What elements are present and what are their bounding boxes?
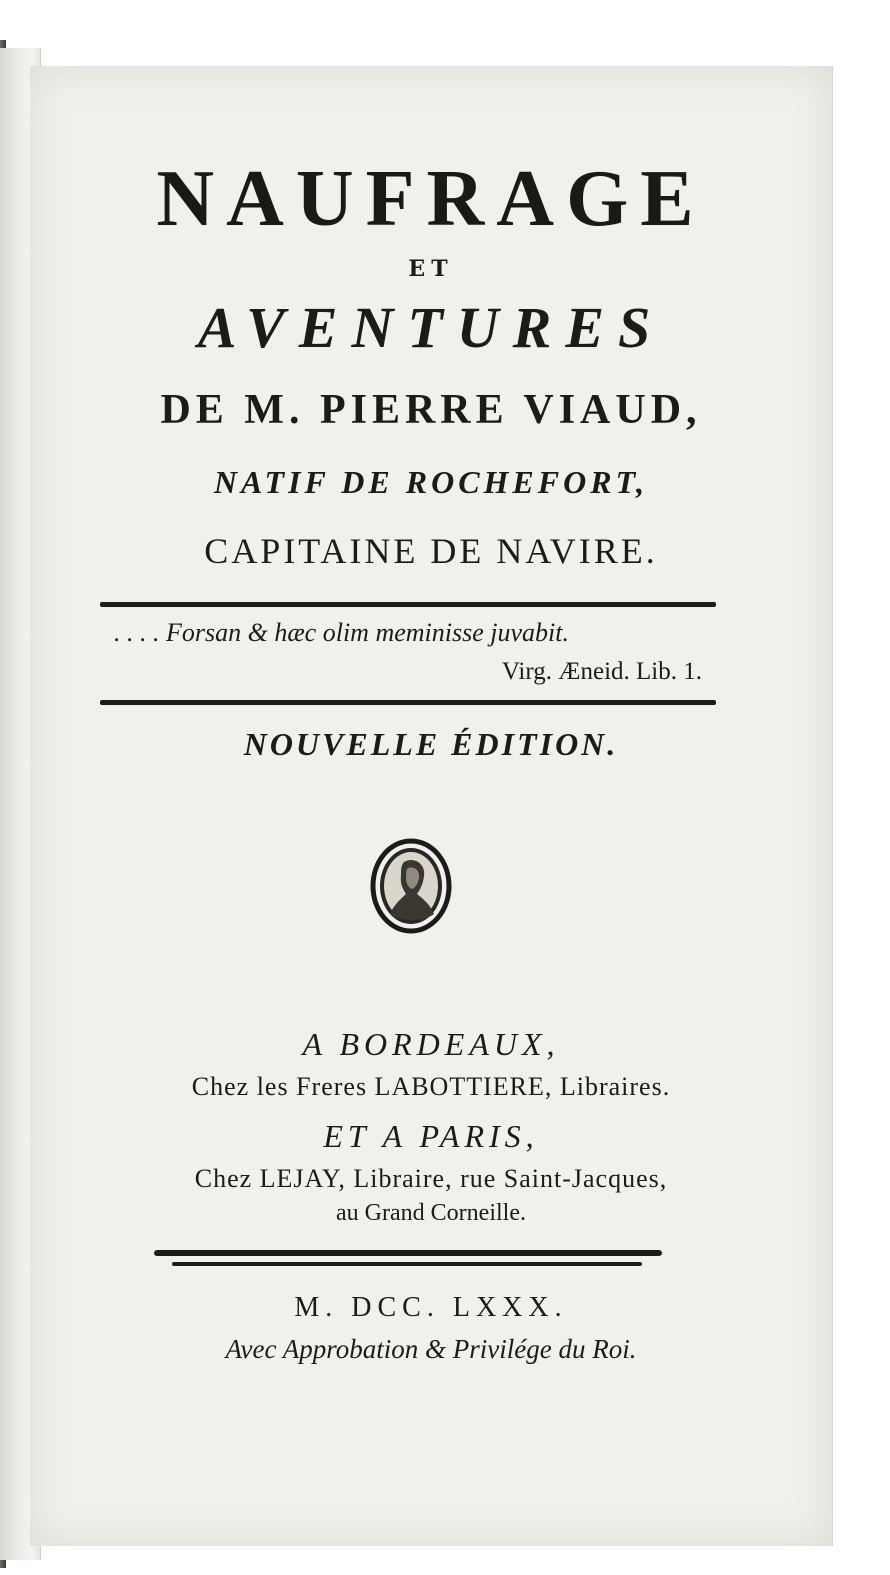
edition-statement: NOUVELLE ÉDITION. <box>243 726 619 762</box>
title-occupation: CAPITAINE DE NAVIRE. <box>204 531 658 571</box>
imprint-publisher-labottiere: Chez les Freres LABOTTIERE, Libraires. <box>191 1072 671 1101</box>
title-aventures: AVENTURES <box>197 295 665 360</box>
title-origin: NATIF DE ROCHEFORT, <box>213 464 649 500</box>
portrait-medallion-icon <box>370 838 452 934</box>
title-naufrage: NAUFRAGE <box>156 155 706 243</box>
title-et: ET <box>408 256 454 282</box>
rule-bottom <box>100 700 716 705</box>
royal-privilege: Avec Approbation & Privilége du Roi. <box>225 1334 637 1364</box>
publication-date: M. DCC. LXXX. <box>294 1292 568 1323</box>
epigraph-motto: . . . . Forsan & hæc olim meminisse juvabit. <box>114 618 569 647</box>
title-author: DE M. PIERRE VIAUD, <box>160 387 702 433</box>
rule-top <box>100 602 716 607</box>
double-rule <box>154 1248 662 1270</box>
epigraph-source: Virg. Æneid. Lib. 1. <box>501 658 702 685</box>
imprint-city-bordeaux: A BORDEAUX, <box>302 1026 560 1062</box>
imprint-address: au Grand Corneille. <box>336 1200 526 1226</box>
imprint-city-paris: ET A PARIS, <box>323 1118 539 1154</box>
imprint-publisher-lejay: Chez LEJAY, Libraire, rue Saint-Jacques, <box>194 1164 668 1193</box>
title-page <box>30 66 833 1546</box>
